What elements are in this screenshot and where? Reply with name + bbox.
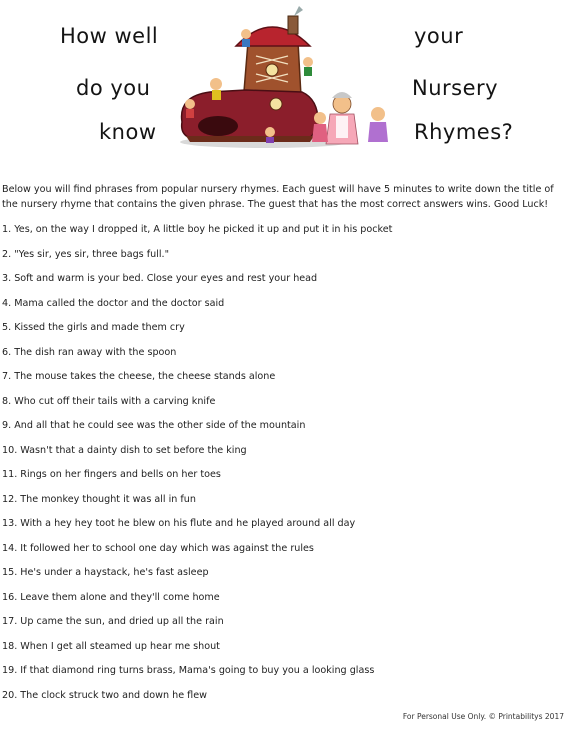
question-item: 11. Rings on her fingers and bells on her toes	[2, 469, 221, 480]
chimney-arrow	[294, 6, 303, 16]
question-item: 7. The mouse takes the cheese, the cheese stands alone	[2, 371, 276, 382]
child-right	[368, 107, 388, 142]
window	[270, 98, 282, 110]
question-item: 16. Leave them alone and they'll come home	[2, 591, 220, 603]
question-item: 17. Up came the sun, and dried up all the rain	[2, 616, 224, 627]
window	[266, 64, 278, 76]
question-item: 14. It followed her to school one day which was against the rules	[2, 542, 314, 554]
title-know: know	[99, 120, 157, 144]
question-item: 8. Who cut off their tails with a carving knife	[2, 395, 216, 407]
shoe-sole	[186, 136, 314, 142]
child-left-of-woman	[312, 112, 328, 142]
question-item: 9. And all that he could see was the other side of the mountain	[2, 420, 306, 431]
question-item: 1. Yes, on the way I dropped it, A little boy he picked it up and put it in his pocket	[2, 224, 393, 235]
title-rhymes: Rhymes?	[414, 120, 514, 144]
question-item: 2. "Yes sir, yes sir, three bags full."	[2, 248, 169, 260]
question-item: 12. The monkey thought it was all in fun	[2, 493, 196, 505]
title-your: your	[414, 24, 464, 48]
title-how-well: How well	[60, 24, 159, 48]
old-woman	[326, 92, 358, 144]
question-item: 6. The dish ran away with the spoon	[2, 346, 177, 358]
question-list	[2, 222, 568, 712]
question-item: 4. Mama called the doctor and the doctor said	[2, 297, 225, 309]
instructions-paragraph: Below you will find phrases from popular nursery rhymes. Each guest will have 5 minutes to write down the title of the nursery rhyme that contains the given phrase. The guest that has the most correct answers wins. Good Luck!	[2, 184, 554, 210]
title-do-you: do you	[76, 76, 151, 100]
title-nursery: Nursery	[412, 76, 499, 100]
question-item: 19. If that diamond ring turns brass, Mama's going to buy you a looking glass	[2, 665, 375, 676]
question-item: 20. The clock struck two and down he flew	[2, 689, 207, 701]
shoe-opening	[198, 116, 238, 136]
chimney	[288, 16, 298, 34]
question-item: 18. When I get all steamed up hear me shout	[2, 640, 220, 652]
question-item: 15. He's under a haystack, he's fast asleep	[2, 567, 209, 578]
copyright-footer: For Personal Use Only. © Printabilitys 2017	[402, 712, 564, 721]
question-item: 10. Wasn't that a dainty dish to set before the king	[2, 444, 247, 456]
question-item: 13. With a hey hey toot he blew on his flute and he played around all day	[2, 518, 356, 529]
question-item: 5. Kissed the girls and made them cry	[2, 322, 185, 333]
question-item: 3. Soft and warm is your bed. Close your eyes and rest your head	[2, 273, 318, 284]
shoe-house-with-children-illustration	[170, 4, 405, 154]
